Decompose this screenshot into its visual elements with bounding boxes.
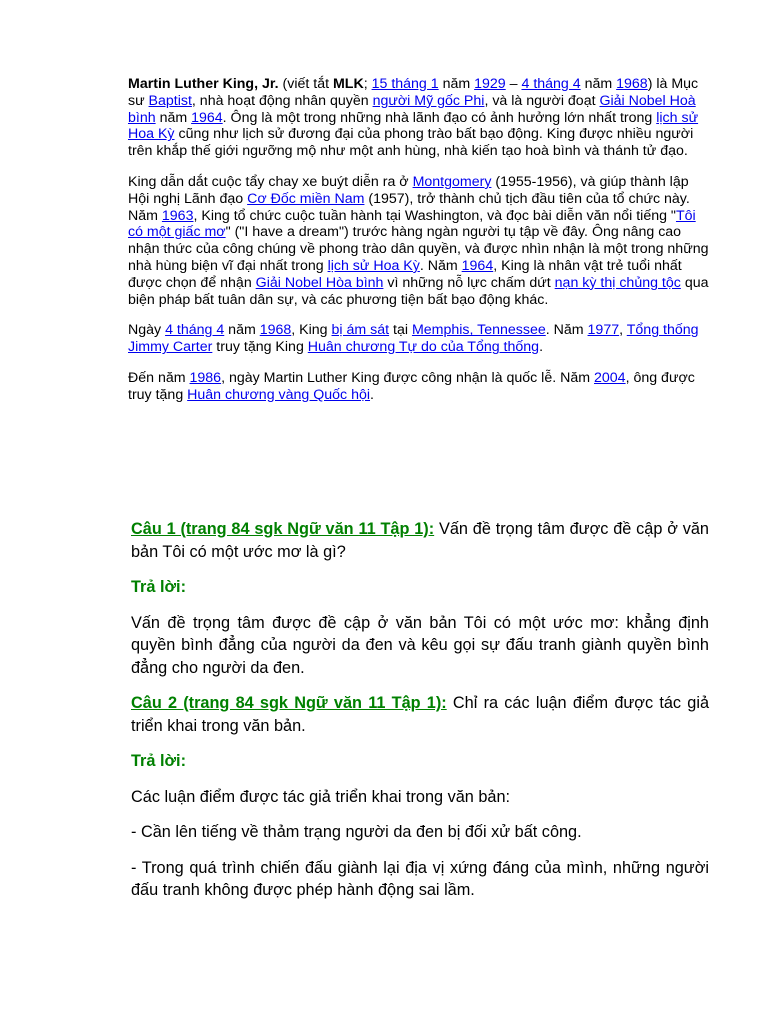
link-1964[interactable]: 1964 [191,109,223,126]
text: , King tổ chức cuộc tuần hành tại Washington, và đọc bài diễn văn nổi tiếng " [193,207,676,224]
text: qua biện pháp bất tuân dân sự, và các phương tiện bất bạo động khác. [128,274,709,308]
text: . Năm [545,322,588,339]
question-2-link[interactable]: Câu 2 (trang 84 sgk Ngữ văn 11 Tập 1): [131,694,447,712]
text: năm [224,322,260,339]
text: . Năm [419,257,462,274]
link-montgomery[interactable]: Montgomery [412,173,492,190]
question-2-text: Chỉ ra các luận điểm được tác giả triển khai trong văn bản. [131,694,710,735]
link-nobel-peace[interactable]: Giải Nobel Hoà bình [128,92,696,126]
text: , và là người đoạt [484,92,600,109]
question-1-link[interactable]: Câu 1 (trang 84 sgk Ngữ văn 11 Tập 1): [131,520,435,538]
text: , ông được truy tặng [128,369,695,403]
link-death-date[interactable]: 4 tháng 4 [521,76,581,92]
link-1968[interactable]: 1968 [616,76,648,92]
text: (1957), trở thành chủ tịch đầu tiên của tổ chức này. Năm [128,190,690,224]
text: ; [363,76,372,92]
paragraph-activism [128,174,712,308]
link-memphis[interactable]: Memphis, Tennessee [411,322,546,339]
answer-2-point: - Trong quá trình chiến đấu giành lại địa vị xứng đáng của mình, những người đấu tranh không được phép hành động sai lầm. [131,858,709,899]
text: . [539,339,544,356]
answer-1-text: Vấn đề trọng tâm được đề cập ở văn bản Tôi có một ước mơ: khẳng định quyền bình đẳng của người da đen và kêu gọi sự đấu tranh giành quyền bình đẳng cho người da đen. [131,613,709,677]
link-southern-christian[interactable]: Cơ Đốc miền Nam [247,190,365,207]
text: – [505,76,522,92]
text: (1955-1956), và giúp thành lập Hội nghị Lãnh đạo [128,173,689,207]
paragraph-legacy [128,370,712,404]
question-1 [131,518,709,563]
link-1963[interactable]: 1963 [161,207,194,224]
answer-1-label: Trả lời: [131,578,187,596]
text: , ngày Martin Luther King được công nhận là quốc lễ. Năm [221,369,594,386]
text: cũng như lịch sử đương đại của phong trào bất bạo động. King được nhiều người trên khắp thế giới ngưỡng mộ như một anh hùng, nhà kiến tạo hoà bình và thánh tử đạo. [128,126,694,160]
text: , King là nhân vật trẻ tuổi nhất được chọn để nhận [128,257,682,291]
qa-section [131,518,709,915]
link-nobel-peace-2[interactable]: Giải Nobel Hòa bình [255,274,384,291]
link-baptist[interactable]: Baptist [148,92,192,109]
biography-section [128,76,712,418]
text: , nhà hoạt động nhân quyền [191,92,373,109]
link-birth-date[interactable]: 15 tháng 1 [371,76,439,92]
text: " ("I have a dream") trước hàng ngàn người tụ tập về đây. Ông nâng cao nhận thức của công chúng về phong trào dân quyền, và được nhìn nhận là một trong những nhà hùng biện vĩ đại nhất trong [128,224,709,274]
text: Ngày [128,322,166,339]
text: ) là Mục sư [128,76,699,109]
text: năm [155,109,192,126]
link-i-have-a-dream[interactable]: Tôi có một giấc mơ [128,207,696,241]
text: King dẫn dắt cuộc tẩy chay xe buýt diễn ra ở [128,173,413,190]
link-1986[interactable]: 1986 [189,369,222,386]
link-gold-medal[interactable]: Huân chương vàng Quốc hội [187,386,371,403]
answer-2-label: Trả lời: [131,752,187,770]
text: (viết tắt [278,76,333,92]
link-april-4[interactable]: 4 tháng 4 [165,322,225,339]
answer-2-intro: Các luận điểm được tác giả triển khai trong văn bản: [131,787,511,806]
text: . [370,386,374,403]
link-assassinated[interactable]: bị ám sát [331,322,390,339]
paragraph-intro [128,76,712,160]
text: vì những nỗ lực chấm dứt [383,274,555,291]
link-1977[interactable]: 1977 [587,322,620,339]
text: Đến năm [128,369,190,386]
link-medal-of-freedom[interactable]: Huân chương Tự do của Tổng thống [307,339,540,356]
link-jimmy-carter[interactable]: Jimmy Carter [128,339,213,356]
text: tại [389,322,412,339]
text: truy tặng King [212,339,308,356]
link-us-history[interactable]: lịch sử Hoa Kỳ [128,109,699,143]
paragraph-assassination [128,322,712,356]
link-1964-2[interactable]: 1964 [461,257,494,274]
text: , King [291,322,332,339]
answer-2-point: - Cần lên tiếng về thảm trạng người da đen bị đối xử bất công. [131,823,582,841]
text: năm [580,76,617,92]
text: . Ông là một trong những nhà lãnh đạo có ảnh hưởng lớn nhất trong [222,109,657,126]
question-1-text: Vấn đề trọng tâm được đề cập ở văn bản Tôi có một ước mơ là gì? [131,520,709,561]
bold-name: Martin Luther King, Jr. [128,76,279,92]
link-racism[interactable]: nạn kỳ thị chủng tộc [554,274,681,291]
link-african-american[interactable]: người Mỹ gốc Phi [372,92,485,109]
text: , [619,322,627,339]
link-1929[interactable]: 1929 [474,76,506,92]
bold-abbrev: MLK [332,76,364,92]
link-1968-2[interactable]: 1968 [259,322,292,339]
question-2 [131,692,709,737]
link-2004[interactable]: 2004 [594,369,626,386]
link-us-history-2[interactable]: lịch sử Hoa Kỳ [327,257,420,274]
text: năm [438,76,475,92]
link-president[interactable]: Tổng thống [626,322,699,339]
